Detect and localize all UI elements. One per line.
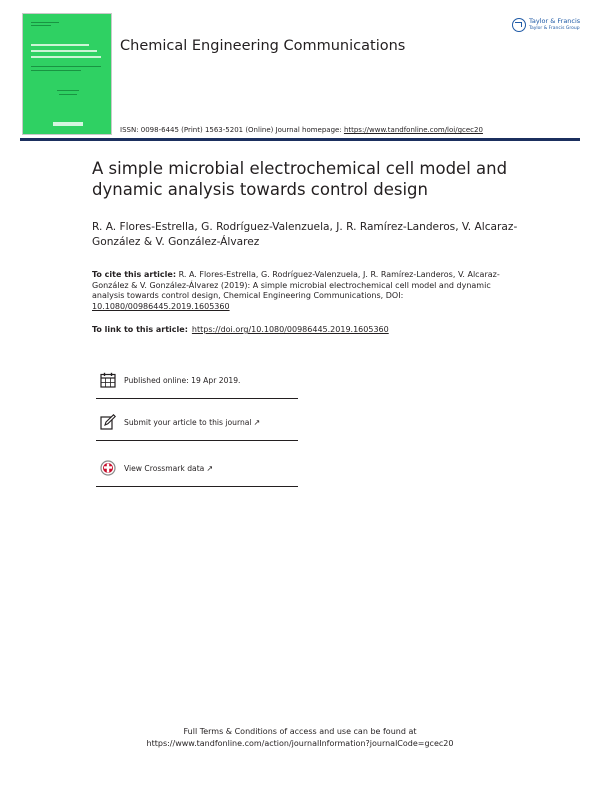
crossmark-text: View Crossmark data: [124, 464, 205, 473]
edit-icon: [100, 414, 116, 430]
journal-title[interactable]: Chemical Engineering Communications: [120, 38, 406, 54]
journal-homepage-link[interactable]: https://www.tandfonline.com/loi/gcec20: [343, 126, 483, 134]
footer-line-1: Full Terms & Conditions of access and use can be found at: [183, 727, 417, 736]
citation-label: To cite this article:: [92, 270, 177, 279]
submit-article-link[interactable]: [124, 418, 260, 427]
crossmark-icon: [100, 460, 116, 476]
article-title: A simple microbial electrochemical cell model and dynamic analysis towards control design: [92, 159, 508, 199]
external-link-icon: ↗: [206, 464, 214, 473]
link-to-label: To link to this article:: [92, 325, 188, 334]
publisher-logo-name: Taylor & Francis: [529, 17, 581, 25]
crossmark-link[interactable]: [124, 464, 213, 473]
calendar-icon: [100, 372, 116, 388]
article-authors: R. A. Flores-Estrella, G. Rodríguez-Valenzuela, J. R. Ramírez-Landeros, V. Alcaraz-González & V. González-Álvarez: [92, 221, 518, 248]
terms-footer: [0, 726, 600, 750]
article-doi-url-link[interactable]: https://doi.org/10.1080/00986445.2019.1605360: [191, 325, 389, 334]
submit-article-text: Submit your article to this journal: [124, 418, 252, 427]
footer-terms-link[interactable]: https://www.tandfonline.com/action/journalInformation?journalCode=gcec20: [146, 739, 454, 748]
issn-line: [120, 126, 483, 134]
citation-text: R. A. Flores-Estrella, G. Rodríguez-Valenzuela, J. R. Ramírez-Landeros, V. Alcaraz-González & V. González-Álvarez (2019): A simple microbial electrochemical cell model and dynamic analysis towards control design, Chemical Engineering Communications, DOI:: [92, 270, 500, 301]
published-online-text: Published online: 19 Apr 2019.: [124, 376, 241, 385]
citation-block: [92, 270, 512, 312]
published-online-row: [96, 364, 298, 399]
link-to-article: [92, 325, 512, 334]
publisher-logo-tagline: Taylor & Francis Group: [529, 26, 580, 31]
header-divider: [20, 138, 580, 141]
submit-article-row[interactable]: [96, 406, 298, 441]
citation-doi-link[interactable]: 10.1080/00986445.2019.1605360: [92, 301, 230, 311]
crossmark-row[interactable]: [96, 452, 298, 487]
issn-text: ISSN: 0098-6445 (Print) 1563-5201 (Online) Journal homepage:: [120, 126, 344, 134]
journal-cover-thumbnail: [22, 13, 112, 135]
external-link-icon: ↗: [253, 418, 261, 427]
taylor-francis-logo-icon[interactable]: [512, 16, 584, 36]
